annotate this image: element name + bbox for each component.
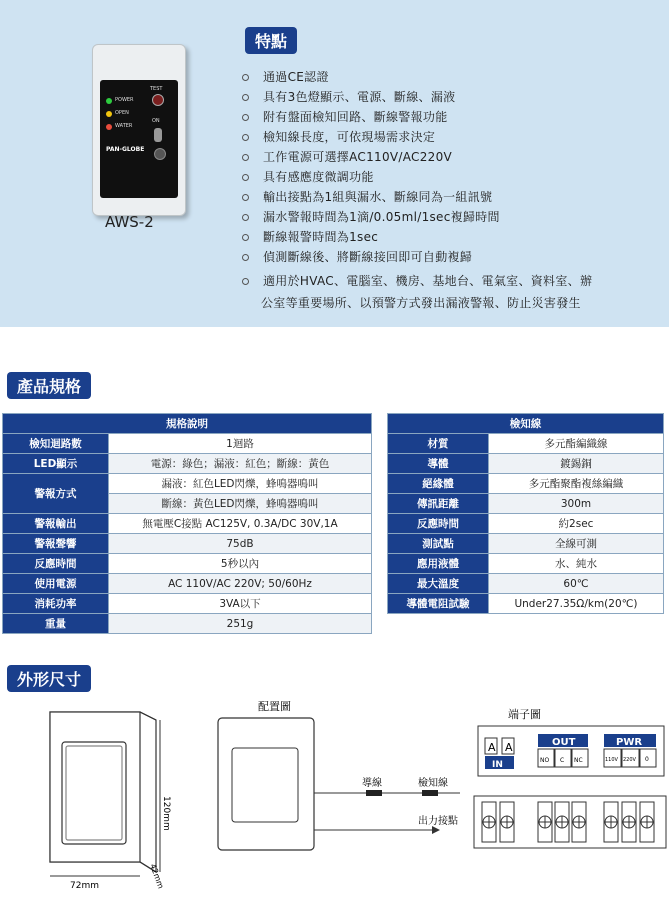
terminal-pwr-label: PWR — [616, 737, 643, 748]
table-row: LED顯示 電源：綠色；漏液：紅色；斷線：黃色 — [3, 454, 372, 474]
feature-item: 具有感應度微調功能 — [242, 168, 374, 185]
switch-label-test: TEST — [150, 86, 163, 92]
features-heading: 特點 — [245, 27, 297, 54]
table-row: 檢知迴路數 1迴路 — [3, 434, 372, 454]
led-label-power: POWER — [115, 97, 134, 103]
spec-table — [2, 413, 372, 634]
specs-heading: 產品規格 — [7, 372, 91, 399]
terminal-title: 端子圖 — [508, 708, 541, 721]
table-row: 反應時間 5秒以內 — [3, 554, 372, 574]
terminal-a-label: A — [505, 741, 513, 754]
table-row: 反應時間 約2sec — [388, 514, 664, 534]
table-row: 使用電源 AC 110V/AC 220V; 50/60Hz — [3, 574, 372, 594]
led-label-open: OPEN — [115, 110, 129, 116]
model-label: AWS-2 — [105, 213, 154, 231]
table-row: 警報聲響 75dB — [3, 534, 372, 554]
bullet-icon — [242, 194, 249, 201]
feature-item: 附有盤面檢知回路、斷線警報功能 — [242, 108, 448, 125]
terminal-pin-0: 0 — [645, 756, 649, 763]
sensor-connector-icon — [422, 790, 438, 796]
terminal-pin-220v: 220V — [623, 757, 636, 763]
terminal-screw-block — [474, 796, 666, 848]
bullet-icon — [242, 234, 249, 241]
test-button-icon — [152, 94, 164, 106]
bullet-icon — [242, 278, 249, 285]
feature-item-continued: 公室等重要場所、以預警方式發出漏液警報、防止災害發生 — [261, 296, 581, 310]
table-row: 消耗功率 3VA以下 — [3, 594, 372, 614]
dimension-drawing — [0, 690, 669, 898]
table-row: 導體 鍍錫銅 — [388, 454, 664, 474]
spec-table-header: 規格說明 — [3, 414, 372, 434]
feature-item: 具有3色燈顯示、電源、斷線、漏液 — [242, 88, 455, 105]
feature-item: 通過CE認證 — [242, 68, 329, 85]
wire-label: 導線 — [362, 778, 382, 789]
dimensions-heading: 外形尺寸 — [7, 665, 91, 692]
switch-label-on: ON — [152, 118, 160, 124]
bullet-icon — [242, 94, 249, 101]
bullet-icon — [242, 114, 249, 121]
width-label: 72mm — [70, 881, 99, 891]
table-row: 測試點 全線可測 — [388, 534, 664, 554]
feature-item: 漏水警報時間為1滴/0.05ml/1sec複歸時間 — [242, 208, 500, 225]
terminal-out-label: OUT — [552, 737, 576, 748]
depth-label: 42mm — [148, 862, 166, 890]
sensor-table-header: 檢知線 — [388, 414, 664, 434]
bullet-icon — [242, 74, 249, 81]
table-row: 最大溫度 60℃ — [388, 574, 664, 594]
open-led — [106, 111, 112, 117]
toggle-switch-icon — [154, 128, 162, 142]
arrow-icon — [432, 826, 440, 834]
table-row: 應用液體 水、純水 — [388, 554, 664, 574]
table-row: 警報方式 漏液：紅色LED閃爍，蜂鳴器鳴叫 — [3, 474, 372, 494]
height-label: 120mm — [161, 796, 171, 831]
table-row: 導體電阻試驗 Under27.35Ω/km(20℃) — [388, 594, 664, 614]
feature-item: 輸出接點為1組與漏水、斷線同為一組訊號 — [242, 188, 492, 205]
bullet-icon — [242, 174, 249, 181]
terminal-pin-110v: 110V — [605, 757, 618, 763]
sensor-table — [387, 413, 664, 614]
terminal-in-label: IN — [492, 760, 503, 770]
sensor-label: 檢知線 — [418, 778, 448, 789]
feature-item: 檢知線長度，可依現場需求決定 — [242, 128, 435, 145]
table-row: 傳訊距離 300m — [388, 494, 664, 514]
power-led — [106, 98, 112, 104]
feature-item: 斷線報警時間為1sec — [242, 228, 378, 245]
water-led — [106, 124, 112, 130]
enclosure-outline — [50, 712, 156, 872]
wiring-title: 配置圖 — [258, 700, 291, 713]
terminal-pin-c: C — [560, 757, 565, 764]
device-panel — [100, 80, 178, 198]
terminal-a-label: A — [488, 741, 496, 754]
table-row: 斷線：黃色LED閃爍，蜂鳴器鳴叫 — [3, 494, 372, 514]
adjust-knob-icon — [154, 148, 166, 160]
feature-item: 偵測斷線後、將斷線接回即可自動複歸 — [242, 248, 472, 265]
bullet-icon — [242, 134, 249, 141]
terminal-pin-no: NO — [540, 757, 550, 764]
brand-label: PAN-GLOBE — [106, 146, 145, 153]
table-row: 重量 251g — [3, 614, 372, 634]
feature-item: 適用於HVAC、電腦室、機房、基地台、電氣室、資料室、辦 — [242, 272, 592, 289]
bullet-icon — [242, 214, 249, 221]
bullet-icon — [242, 254, 249, 261]
wire-connector-icon — [366, 790, 382, 796]
table-row: 絕緣體 多元酯聚酯複絲編織 — [388, 474, 664, 494]
terminal-pin-nc: NC — [574, 757, 583, 764]
feature-item: 工作電源可選擇AC110V/AC220V — [242, 148, 452, 165]
output-label: 出力接點 — [418, 816, 458, 827]
table-row: 警報輸出 無電壓C接點 AC125V, 0.3A/DC 30V,1A — [3, 514, 372, 534]
table-row: 材質 多元酯編織線 — [388, 434, 664, 454]
led-label-water: WATER — [115, 123, 133, 129]
bullet-icon — [242, 154, 249, 161]
